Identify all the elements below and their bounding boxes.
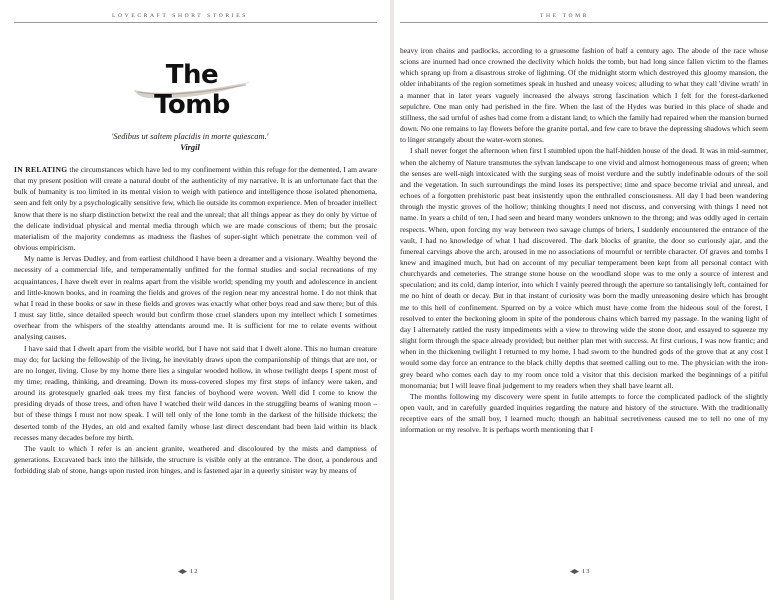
- right-page-body: [400, 45, 768, 435]
- running-head-left: LOVECRAFT SHORT STORIES: [112, 13, 248, 19]
- lead-in: IN RELATING: [14, 165, 68, 174]
- paragraph: The months following my discovery were spent in futile attempts to force the complicated padlock of the slightly open vault, and in carefully guarded inquiries regarding the nature and history of the structure. With the traditionally receptive ears of the small boy, I learned much; though an habitual secretiveness caused me to tell no one of my information or my resolve. It is perhaps worth mentioning that I: [400, 391, 768, 435]
- paragraph-text: the circumstances which have led to my confinement within this refuge for the demented, I am aware that my present position will create a natural doubt of the authenticity of my narrative. It is an unfortunate fact that the bulk of humanity is too limited in its mental vision to weigh with patience and intelligence those isolated phenomena, seen and felt only by a psychologically sensitive few, which lie outside its common experience. Men of broader intellect know that there is no sharp distinction betwixt the real and the unreal; that all things appear as they do only by virtue of the delicate individual physical and mental media through which we are made conscious of them; but the prosaic materialism of the majority condemns as madness the flashes of super-sight which penetrate the common veil of obvious empiricism.: [14, 165, 377, 253]
- chapter-title: The Tomb: [154, 60, 230, 120]
- page-number: 12: [190, 568, 199, 575]
- paragraph: The vault to which I refer is an ancient granite, weathered and discoloured by the mists and dampness of generations. Excavated back into the hillside, the structure is visible only at the entrance. The door, a ponderous and forbidding slab of stone, hangs upon rusted iron hinges, and is fastened ajar in a queerly sinister way by means of: [14, 443, 377, 476]
- paragraph: I have said that I dwelt apart from the visible world, but I have not said that I dwelt alone. This no human creature may do; for lacking the fellowship of the living, he inevitably draws upon the companionship of things that are not, or are no longer, living. Close by my home there lies a singular wooded hollow, in whose twilight deeps I spent most of my time; reading, thinking, and dreaming. Down its moss-covered slopes my first steps of infancy were taken, and around its grotesquely gnarled oak trees my first fancies of boyhood were woven. Well did I come to know the presiding dryads of those trees, and often have I watched their wild dances in the struggling beams of waning moon – but of these things I must not now speak. I will tell only of the lone tomb in the darkest of the hillside thickets; the deserted tomb of the Hydes, an old and exalted family whose last direct descendant had been laid within its black recesses many decades before my birth.: [14, 343, 377, 442]
- folio-right: [570, 568, 591, 575]
- paragraph: My name is Jervas Dudley, and from earliest childhood I have been a dreamer and a visionary. Wealthy beyond the necessity of a commercial life, and temperamentally unfitted for the formal studies and social recreations of my acquaintances, I have dwelt ever in realms apart from the visible world; spending my youth and adolescence in ancient and little-known books, and in roaming the fields and groves of the region near my ancestral home. I do not think that what I read in these books or saw in these fields and groves was exactly what other boys read and saw there; but of this I must say little, since detailed speech would but confirm those cruel slanders upon my intellect which I sometimes overhear from the whispers of the stealthy attendants around me. It is sufficient for me to relate events without analysing causes.: [14, 254, 377, 342]
- epigraph-author: Virgil: [180, 143, 200, 152]
- page-number: 13: [582, 568, 591, 575]
- epigraph: [100, 131, 280, 153]
- header-rule-left: [14, 22, 377, 23]
- folio-left: [178, 568, 199, 575]
- running-head-right: THE TOMB: [540, 13, 590, 19]
- paragraph-continued: heavy iron chains and padlocks, according to a gruesome fashion of half a century ago. The abode of the race whose scions are inurned had once crowned the declivity which holds the tomb, but had long since fallen victim to the flames which sprang up from a disastrous stroke of lightning. Of the midnight storm which destroyed this gloomy mansion, the older inhabitants of the region sometimes speak in hushed and uneasy voices; alluding to what they call 'divine wrath' in a manner that in later years vaguely increased the always strong fascination which I felt for the forest-darkened sepulchre. One man only had perished in the fire. When the last of the Hydes was buried in this place of shade and stillness, the sad urnful of ashes had come from a distant land; to which the family had repaired when the mansion burned down. No one remains to lay flowers before the granite portal, and few care to brave the depressing shadows which seem to linger strangely about the water-worn stones.: [400, 46, 768, 145]
- left-page-body: [14, 164, 377, 476]
- header-rule-right: [400, 22, 768, 23]
- folio-ornament-icon: [178, 569, 187, 574]
- paragraph-opening: [14, 164, 377, 253]
- right-page: [392, 0, 784, 600]
- epigraph-quote: 'Sedibus ut saltem placidis in morte quiescam.': [111, 132, 269, 141]
- folio-ornament-icon: [570, 569, 579, 574]
- paragraph: I shall never forget the afternoon when first I stumbled upon the half-hidden house of the dead. It was in mid-summer, when the alchemy of Nature transmutes the sylvan landscape to one vivid and almost homogeneous mass of green; when the senses are well-nigh intoxicated with the surging seas of moist verdure and the subtly indefinable odours of the soil and the vegetation. In such surroundings the mind loses its perspective; time and space become trivial and unreal, and echoes of a forgotten prehistoric past beat insistently upon the enthralled consciousness. All day I had been wandering through the mystic groves of the hollow; thinking thoughts I need not discuss, and conversing with things I need not name. In years a child of ten, I had seen and heard many wonders unknown to the throng; and was oddly aged in certain respects. When, upon forcing my way between two savage clumps of briers, I suddenly encountered the entrance of the vault, I had no knowledge of what I had discovered. The dark blocks of granite, the door so curiously ajar, and the funereal carvings above the arch, aroused in me no associations of mournful or terrible character. Of graves and tombs I knew and imagined much, but had on account of my peculiar temperament been kept from all personal contact with churchyards and cemeteries. The strange stone house on the woodland slope was to me only a source of interest and speculation; and its cold, damp interior, into which I vainly peered through the aperture so tantalisingly left, contained for me no hint of death or decay. But in that instant of curiosity was born the madly unreasoning desire which has brought me to this hell of confinement. Spurred on by a voice which must have come from the hideous soul of the forest, I resolved to enter the beckoning gloom in spite of the ponderous chains which barred my passage. In the waning light of day I alternately rattled the rusty impediments with a view to throwing wide the stone door, and essayed to squeeze my slight form through the space already provided; but neither plan met with success. At first curious, I was now frantic; and when in the thickening twilight I returned to my home, I had sworn to the hundred gods of the grove that at any cost I would some day force an entrance to the black chilly depths that seemed calling out to me. The physician with the iron-grey beard who comes each day to my room once told a visitor that this decision marked the beginnings of a pitiful monomania; but I will leave final judgement to my readers when they shall have learnt all.: [400, 146, 768, 390]
- chapter-title-block: [128, 52, 256, 120]
